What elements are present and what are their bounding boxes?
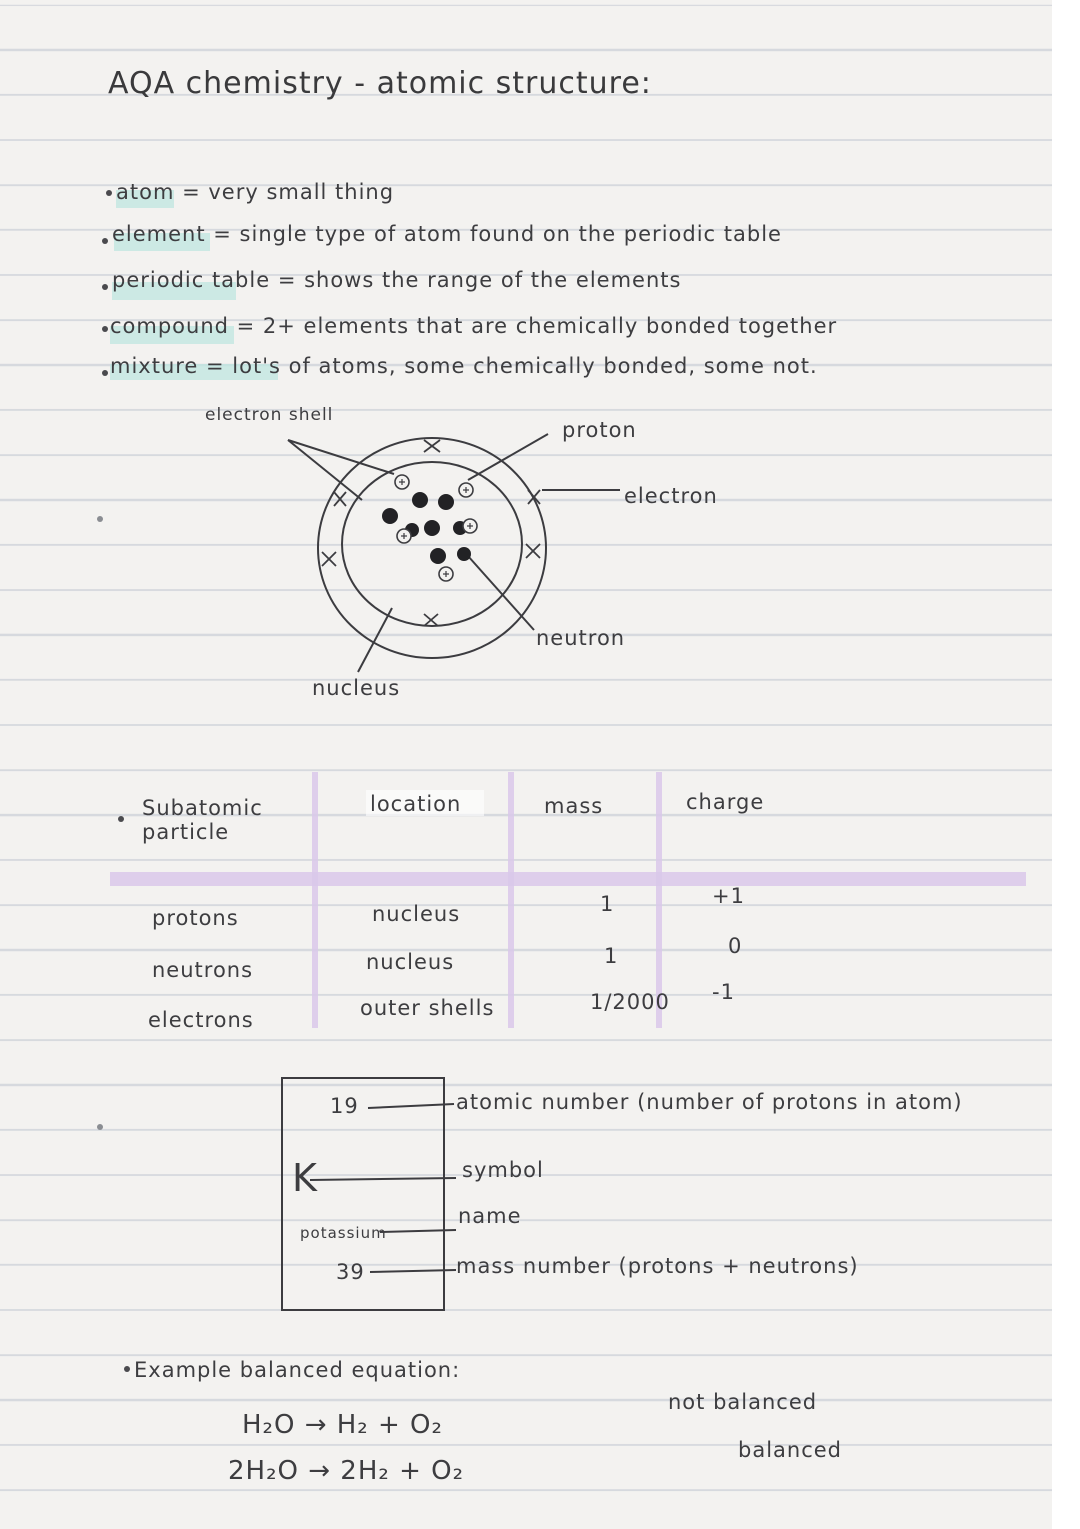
table-row-electrons-location: outer shells	[360, 996, 495, 1020]
table-row-electrons-mass: 1/2000	[590, 990, 670, 1014]
table-row-neutrons-location: nucleus	[366, 950, 455, 974]
table-row-protons-charge: +1	[712, 884, 745, 908]
definition-compound: compound = 2+ elements that are chemically bonded together	[110, 314, 838, 338]
table-row-protons-location: nucleus	[372, 902, 461, 926]
definition-mixture: mixture = lot's of atoms, some chemically bonded, some not.	[110, 354, 818, 378]
label-electron-shell: electron shell	[205, 405, 334, 425]
note-balanced: balanced	[738, 1438, 843, 1462]
table-row-neutrons-charge: 0	[728, 934, 743, 958]
table-row-neutrons-particle: neutrons	[152, 958, 254, 982]
element-atomic-number: 19	[330, 1094, 359, 1118]
table-row-protons-particle: protons	[152, 906, 239, 930]
table-header-location: location	[370, 792, 462, 816]
definition-atom: atom = very small thing	[116, 180, 395, 204]
element-name: potassium	[300, 1224, 387, 1242]
label-proton: proton	[562, 418, 637, 442]
label-symbol: symbol	[462, 1158, 544, 1182]
equation-heading: Example balanced equation:	[134, 1358, 461, 1382]
label-electron: electron	[624, 484, 718, 508]
label-name: name	[458, 1204, 522, 1228]
table-row-electrons-particle: electrons	[148, 1008, 254, 1032]
page-title: AQA chemistry - atomic structure:	[108, 66, 652, 101]
element-symbol: K	[292, 1156, 318, 1200]
table-row-electrons-charge: -1	[712, 980, 735, 1004]
definition-element: element = single type of atom found on the periodic table	[112, 222, 782, 246]
pointer-line	[368, 1104, 454, 1108]
equation-unbalanced: H₂O → H₂ + O₂	[242, 1410, 443, 1440]
note-not-balanced: not balanced	[668, 1390, 818, 1414]
table-row-neutrons-mass: 1	[604, 944, 619, 968]
label-atomic-number: atomic number (number of protons in atom)	[456, 1090, 963, 1114]
table-header-particle: Subatomic particle	[142, 796, 263, 844]
table-header-mass: mass	[544, 794, 604, 818]
table-row-protons-mass: 1	[600, 892, 615, 916]
table-header-charge: charge	[686, 790, 765, 814]
pointer-line	[310, 1178, 456, 1180]
equation-balanced: 2H₂O → 2H₂ + O₂	[228, 1456, 465, 1486]
bullet	[124, 1366, 130, 1372]
label-mass-number: mass number (protons + neutrons)	[456, 1254, 859, 1278]
label-neutron: neutron	[536, 626, 626, 650]
element-mass-number: 39	[336, 1260, 365, 1284]
definition-periodic-table: periodic table = shows the range of the elements	[112, 268, 682, 292]
label-nucleus: nucleus	[312, 676, 401, 700]
